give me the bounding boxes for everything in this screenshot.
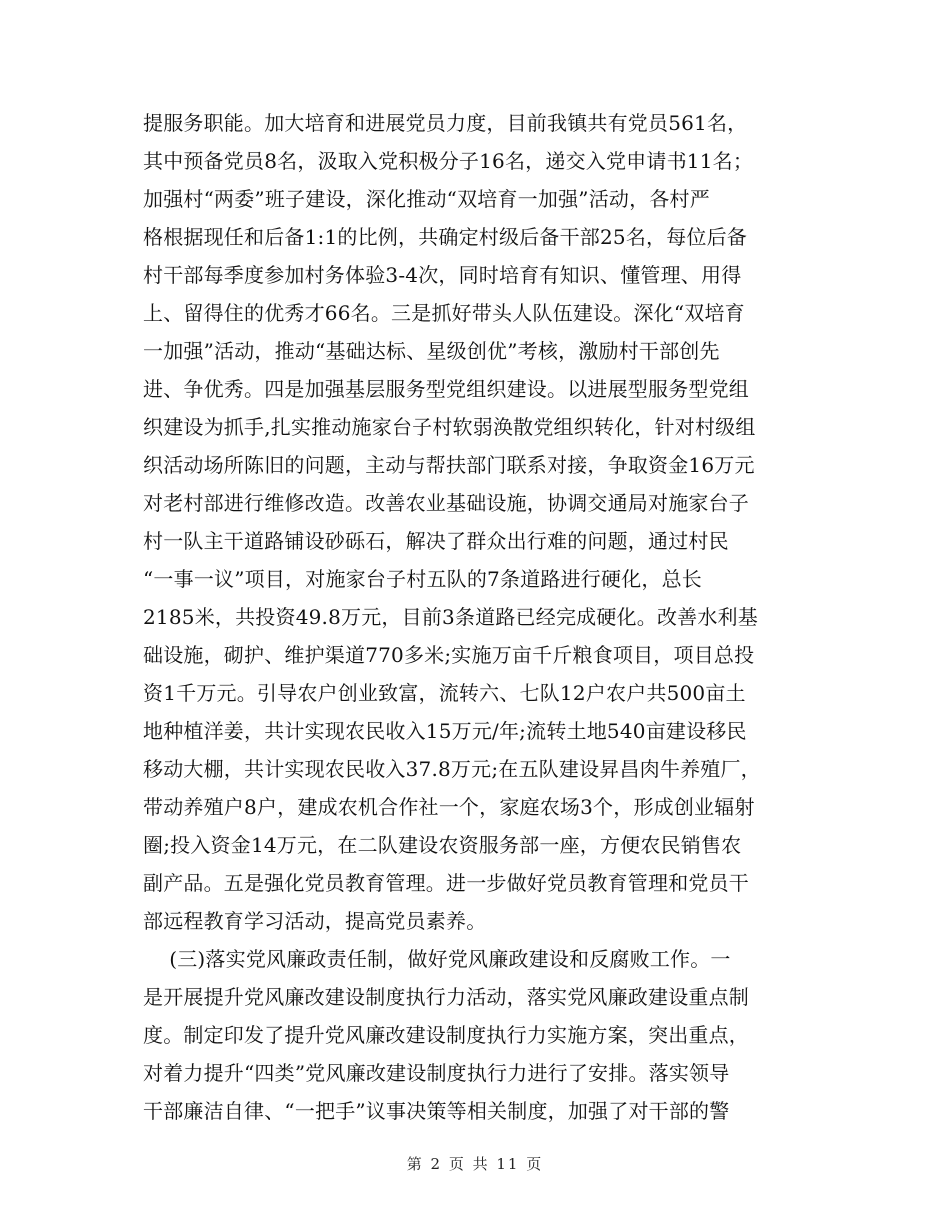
text-line: 2185米，共投资49.8万元，目前3条道路已经完成硬化。改善水利基 bbox=[143, 605, 758, 629]
text-line: 圈;投入资金14万元，在二队建设农资服务部一座，方便农民销售农 bbox=[143, 833, 742, 857]
text-line: 村一队主干道路铺设砂砾石，解决了群众出行难的问题，通过村民 bbox=[143, 529, 729, 553]
text-line: 上、留得住的优秀才66名。三是抓好带头人队伍建设。深化“双培育 bbox=[143, 301, 745, 325]
text-line: 干部廉洁自律、“一把手”议事决策等相关制度，加强了对干部的警 bbox=[143, 1099, 730, 1123]
text-line: 度。制定印发了提升党风廉改建设制度执行力实施方案，突出重点， bbox=[143, 1023, 749, 1047]
text-line: 副产品。五是强化党员教育管理。进一步做好党员教育管理和党员干 bbox=[143, 871, 749, 895]
body-text bbox=[143, 104, 815, 1130]
text-line: 是开展提升党风廉改建设制度执行力活动，落实党风廉政建设重点制 bbox=[143, 985, 749, 1009]
text-line: “一事一议”项目，对施家台子村五队的7条道路进行硬化，总长 bbox=[143, 567, 702, 591]
paragraph-2 bbox=[143, 940, 815, 1130]
text-line: (三)落实党风廉政责任制，做好党风廉政建设和反腐败工作。一 bbox=[143, 947, 731, 971]
text-line: 加强村“两委”班子建设，深化推动“双培育一加强”活动，各村严 bbox=[143, 187, 710, 211]
text-line: 其中预备党员8名，汲取入党积极分子16名，递交入党申请书11名； bbox=[143, 149, 754, 173]
page-number-footer: 第 2 页 共 11 页 bbox=[406, 1155, 544, 1173]
text-line: 格根据现任和后备1:1的比例，共确定村级后备干部25名，每位后备 bbox=[143, 225, 748, 249]
paragraph-1 bbox=[143, 104, 815, 940]
text-line: 进、争优秀。四是加强基层服务型党组织建设。以进展型服务型党组 bbox=[143, 377, 749, 401]
text-line: 村干部每季度参加村务体验3-4次，同时培育有知识、懂管理、用得 bbox=[143, 263, 742, 287]
text-line: 一加强”活动，推动“基础达标、星级创优”考核，激励村干部创先 bbox=[143, 339, 720, 363]
text-line: 部远程教育学习活动，提高党员素养。 bbox=[143, 909, 487, 933]
text-line: 织建设为抓手,扎实推动施家台子村软弱涣散党组织转化，针对村级组 bbox=[143, 415, 756, 439]
text-line: 带动养殖户8户，建成农机合作社一个，家庭农场3个，形成创业辐射 bbox=[143, 795, 755, 819]
text-line: 础设施，砌护、维护渠道770多米;实施万亩千斤粮食项目，项目总投 bbox=[143, 643, 755, 667]
text-line: 地种植洋姜，共计实现农民收入15万元/年;流转土地540亩建设移民 bbox=[143, 719, 747, 743]
text-line: 移动大棚，共计实现农民收入37.8万元;在五队建设昇昌肉牛养殖厂， bbox=[143, 757, 761, 781]
text-line: 织活动场所陈旧的问题，主动与帮扶部门联系对接，争取资金16万元 bbox=[143, 453, 755, 477]
text-line: 对着力提升“四类”党风廉改建设制度执行力进行了安排。落实领导 bbox=[143, 1061, 730, 1085]
text-line: 对老村部进行维修改造。改善农业基础设施，协调交通局对施家台子 bbox=[143, 491, 749, 515]
text-line: 资1千万元。引导农户创业致富，流转六、七队12户农户共500亩土 bbox=[143, 681, 746, 705]
text-line: 提服务职能。加大培育和进展党员力度，目前我镇共有党员561名， bbox=[143, 111, 748, 135]
